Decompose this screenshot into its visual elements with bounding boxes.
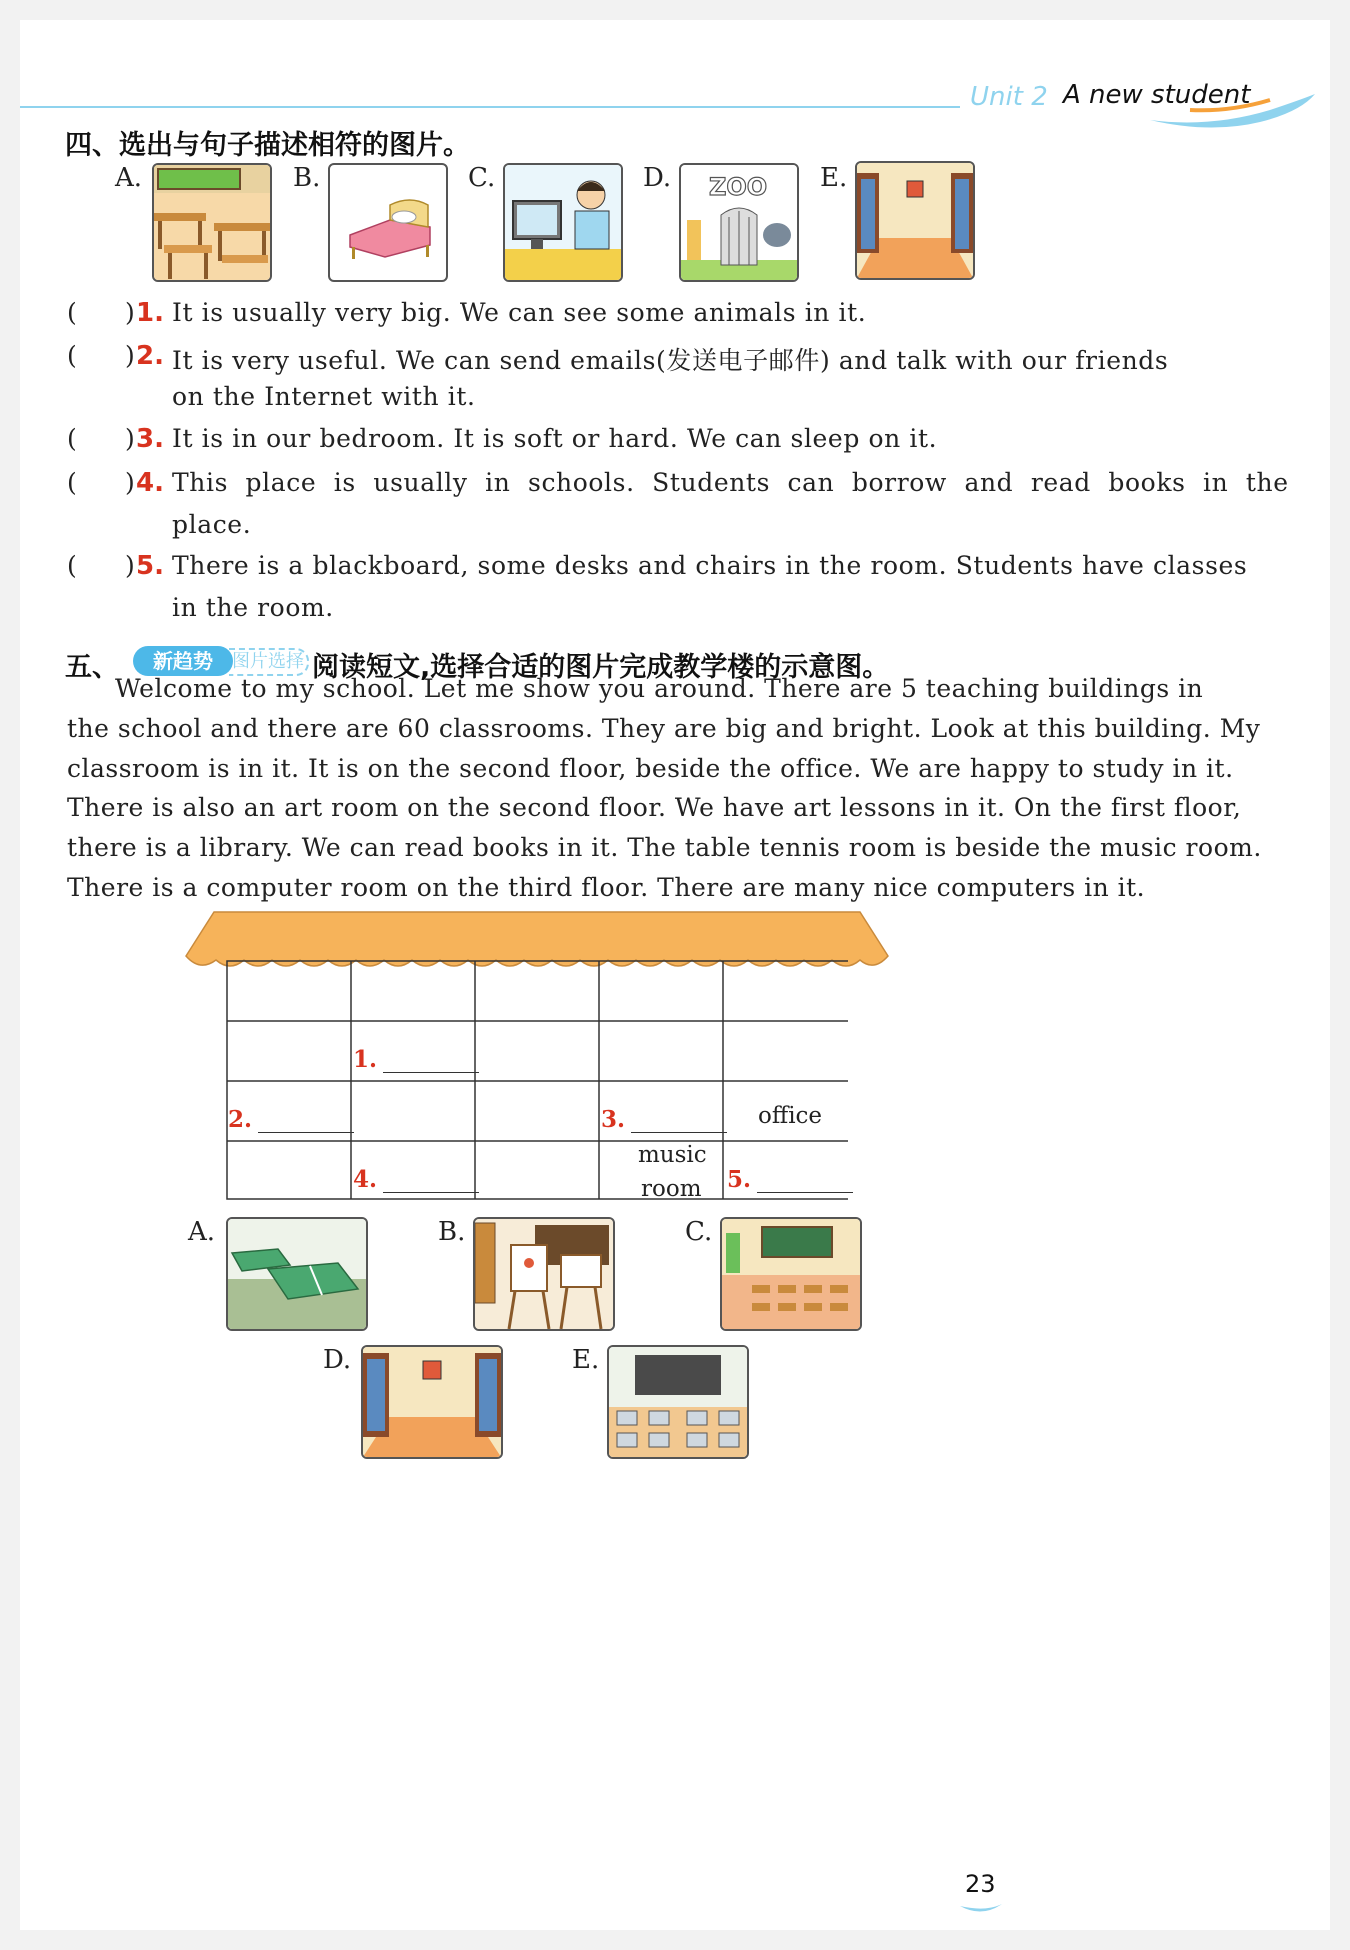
blank-1-number: 1. (353, 1046, 378, 1073)
blank-2-line[interactable] (258, 1112, 354, 1133)
room-label: room (641, 1176, 702, 1202)
library-picture[interactable] (855, 161, 975, 280)
computer-boy-picture[interactable] (503, 163, 623, 282)
answer-paren-open-2: ( (67, 341, 77, 370)
answer-paren-open-4: ( (67, 468, 77, 497)
option-letter-d: D. (643, 163, 672, 193)
header-rule (20, 106, 960, 108)
swoosh-icon (1150, 92, 1320, 132)
blank-3-number: 3. (601, 1106, 626, 1133)
workbook-page (20, 20, 1330, 1930)
question-text-5b: in the room. (172, 593, 334, 622)
question-text-4a: This place is usually in schools. Students can borrow and read books in the (172, 468, 1289, 497)
option5-letter-e: E. (572, 1345, 600, 1375)
question-number-1: 1. (136, 298, 164, 328)
library-picture-2[interactable] (361, 1345, 503, 1459)
blank-5[interactable] (727, 1166, 853, 1193)
building-diagram (226, 960, 848, 1200)
option5-letter-c: C. (685, 1217, 713, 1247)
question-text-2a: It is very useful. We can send emails(发送电子邮件) and talk with our friends (172, 346, 1169, 375)
computer-room-picture[interactable] (607, 1345, 749, 1459)
option-letter-c: C. (468, 163, 496, 193)
zoo-picture[interactable] (679, 163, 799, 282)
bed-picture[interactable] (328, 163, 448, 282)
unit-label: Unit 2 (970, 82, 1048, 112)
answer-paren-close-1: ) (125, 298, 135, 327)
trend-tag-main: 新趋势 (133, 646, 233, 676)
classroom-picture-2[interactable] (720, 1217, 862, 1331)
office-label: office (758, 1103, 823, 1129)
section5-title: 阅读短文,选择合适的图片完成教学楼的示意图。 (312, 652, 890, 683)
passage-line-6: There is a computer room on the third floor. There are many nice computers in it. (67, 873, 1146, 902)
question-number-4: 4. (136, 468, 164, 498)
blank-5-number: 5. (727, 1166, 752, 1193)
passage-line-2: the school and there are 60 classrooms. They are big and bright. Look at this building. My (67, 714, 1261, 743)
page-number: 23 (965, 1870, 996, 1898)
blank-5-line[interactable] (757, 1172, 853, 1193)
question-text-2b: on the Internet with it. (172, 382, 476, 411)
answer-paren-open-5: ( (67, 551, 77, 580)
answer-paren-close-5: ) (125, 551, 135, 580)
blank-2-number: 2. (228, 1106, 253, 1133)
option5-letter-d: D. (323, 1345, 352, 1375)
answer-paren-open-1: ( (67, 298, 77, 327)
passage-line-1: Welcome to my school. Let me show you around. There are 5 teaching buildings in (115, 674, 1204, 703)
answer-paren-close-3: ) (125, 424, 135, 453)
answer-paren-open-3: ( (67, 424, 77, 453)
blank-3-line[interactable] (631, 1112, 727, 1133)
question-text-1: It is usually very big. We can see some animals in it. (172, 298, 867, 327)
table-tennis-picture[interactable] (226, 1217, 368, 1331)
answer-paren-close-2: ) (125, 341, 135, 370)
option-letter-e: E. (820, 163, 848, 193)
art-room-picture[interactable] (473, 1217, 615, 1331)
trend-tag-sub: 图片选择 (229, 648, 309, 676)
answer-paren-close-4: ) (125, 468, 135, 497)
unit-title: A new student (1063, 80, 1251, 110)
question-number-3: 3. (136, 424, 164, 454)
blank-1-line[interactable] (383, 1052, 479, 1073)
option5-letter-b: B. (438, 1217, 466, 1247)
blank-1[interactable] (353, 1046, 479, 1073)
passage-line-5: there is a library. We can read books in it. The table tennis room is beside the music room. (67, 833, 1262, 862)
option-letter-b: B. (293, 163, 321, 193)
blank-4-number: 4. (353, 1166, 378, 1193)
trend-tag (133, 646, 308, 676)
blank-4[interactable] (353, 1166, 479, 1193)
blank-3[interactable] (601, 1106, 727, 1133)
question-number-5: 5. (136, 551, 164, 581)
question-text-4b: place. (172, 510, 252, 539)
question-number-2: 2. (136, 341, 164, 371)
section5-prefix: 五、 (65, 652, 119, 683)
classroom-picture[interactable] (152, 163, 272, 282)
blank-4-line[interactable] (383, 1172, 479, 1193)
option5-letter-a: A. (188, 1217, 216, 1247)
svg-text:ZOO: ZOO (709, 173, 768, 201)
option-letter-a: A. (115, 163, 143, 193)
music-label: music (638, 1142, 707, 1168)
passage-line-4: There is also an art room on the second floor. We have art lessons in it. On the first floor, (67, 793, 1242, 822)
passage-line-3: classroom is in it. It is on the second floor, beside the office. We are happy to study in it. (67, 754, 1234, 783)
question-text-5a: There is a blackboard, some desks and chairs in the room. Students have classes (172, 551, 1248, 580)
section4-title: 四、选出与句子描述相符的图片。 (65, 130, 470, 161)
blank-2[interactable] (228, 1106, 354, 1133)
page-swoosh-icon (960, 1902, 1004, 1916)
question-text-3: It is in our bedroom. It is soft or hard. We can sleep on it. (172, 424, 938, 453)
